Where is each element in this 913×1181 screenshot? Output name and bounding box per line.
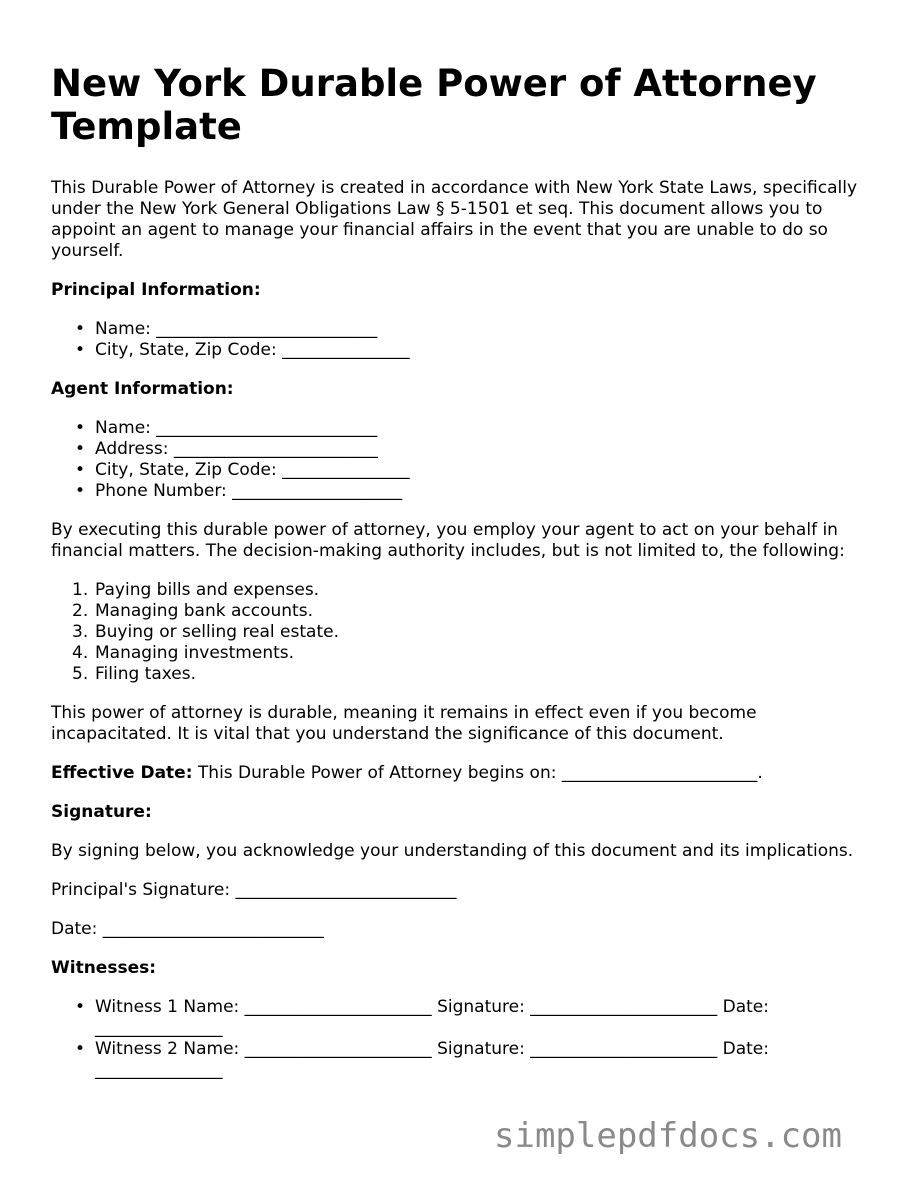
- witnesses-list: [51, 997, 871, 1081]
- bullet-icon: •: [74, 340, 86, 360]
- agent-phone-field: • Phone Number: ____________________: [74, 481, 403, 501]
- document-title: New York Durable Power of Attorney Template: [51, 62, 817, 148]
- principal-city-field: • City, State, Zip Code: _______________: [74, 340, 410, 360]
- list-item: 4. Managing investments.: [72, 643, 295, 663]
- list-item: 1. Paying bills and expenses.: [72, 580, 320, 600]
- bullet-icon: •: [74, 418, 86, 438]
- intro-paragraph: This Durable Power of Attorney is created in accordance with New York State Laws, specifically under the New York General Obligations Law § 5-1501 et seq. This document allows you to appoint an agent to manage your financial affairs in the event that you are unable to do so yourself.: [51, 178, 858, 261]
- principal-name-field: • Name: __________________________: [74, 319, 378, 339]
- bullet-icon: •: [74, 460, 86, 480]
- durable-paragraph: This power of attorney is durable, meaning it remains in effect even if you become incapacitated. It is vital that you understand the significance of this document.: [51, 703, 757, 744]
- witness-1-line: • Witness 1 Name: ______________________ Signature: ______________________ Date: _______________: [74, 997, 769, 1038]
- effective-date-label: Effective Date:: [51, 763, 193, 783]
- powers-list: [51, 580, 871, 685]
- document-page: [51, 62, 871, 1081]
- authority-paragraph: By executing this durable power of attorney, you employ your agent to act on your behalf in financial matters. The decision-making authority includes, but is not limited to, the following:: [51, 520, 845, 561]
- effective-date-line: [51, 763, 871, 784]
- principal-heading: Principal Information:: [51, 280, 261, 300]
- agent-name-field: • Name: __________________________: [74, 418, 378, 438]
- bullet-icon: •: [74, 319, 86, 339]
- signature-paragraph: By signing below, you acknowledge your understanding of this document and its implications.: [51, 841, 854, 861]
- signature-heading: Signature:: [51, 802, 152, 822]
- witnesses-heading: Witnesses:: [51, 958, 157, 978]
- effective-date-text: This Durable Power of Attorney begins on: _______________________.: [192, 763, 763, 783]
- list-item: 3. Buying or selling real estate.: [72, 622, 339, 642]
- list-item: 5. Filing taxes.: [72, 664, 197, 684]
- signature-date-line: Date: __________________________: [51, 919, 324, 939]
- bullet-icon: •: [74, 439, 86, 459]
- watermark-text: simplepdfdocs.com: [494, 1116, 842, 1156]
- principal-signature-line: Principal's Signature: __________________________: [51, 880, 457, 900]
- witness-2-line: • Witness 2 Name: ______________________ Signature: ______________________ Date: _______________: [74, 1039, 769, 1080]
- list-item: 2. Managing bank accounts.: [72, 601, 313, 621]
- agent-heading: Agent Information:: [51, 379, 234, 399]
- bullet-icon: •: [74, 997, 86, 1017]
- agent-fields: [51, 418, 871, 502]
- bullet-icon: •: [74, 481, 86, 501]
- bullet-icon: •: [74, 1039, 86, 1059]
- agent-city-field: • City, State, Zip Code: _______________: [74, 460, 410, 480]
- principal-fields: [51, 319, 871, 361]
- agent-address-field: • Address: ________________________: [74, 439, 378, 459]
